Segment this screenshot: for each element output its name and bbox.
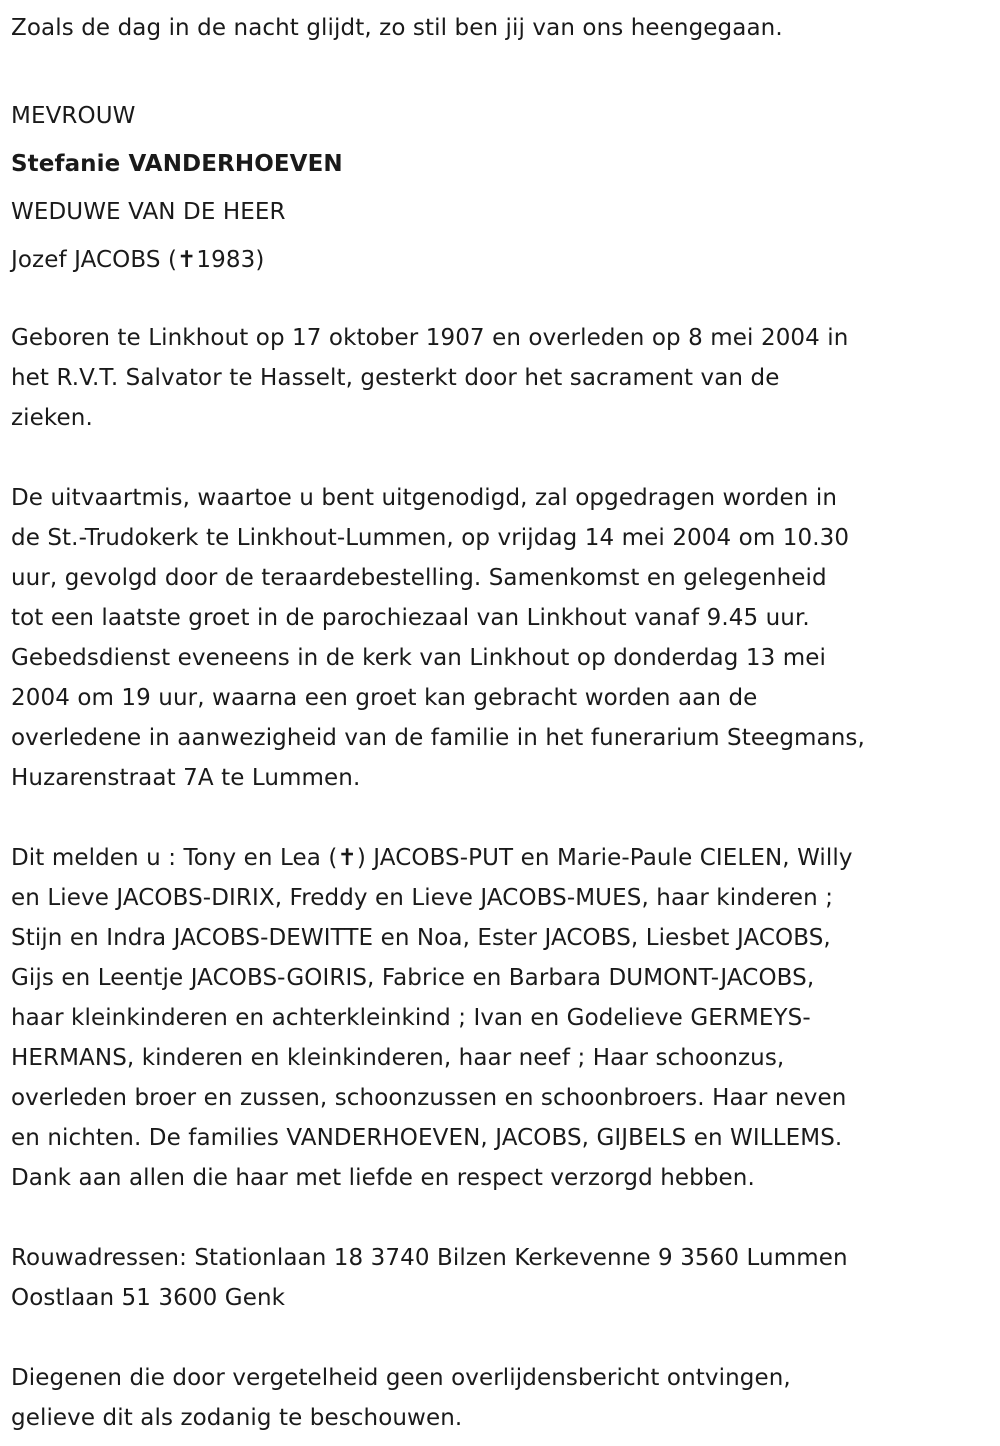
paragraph-line: haar kleinkinderen en achterkleinkind ; Ivan en Godelieve GERMEYS- — [11, 1005, 811, 1031]
funeral-paragraph — [11, 478, 991, 798]
paragraph-line: Gijs en Leentje JACOBS-GOIRIS, Fabrice en Barbara DUMONT-JACOBS, — [11, 965, 815, 991]
paragraph-line: Geboren te Linkhout op 17 oktober 1907 en overleden op 8 mei 2004 in — [11, 325, 849, 351]
paragraph-line: Diegenen die door vergetelheid geen overlijdensbericht ontvingen, — [11, 1365, 791, 1391]
paragraph-line: Dit melden u : Tony en Lea (✝) JACOBS-PUT en Marie-Paule CIELEN, Willy — [11, 845, 853, 871]
birth-death-paragraph — [11, 318, 991, 438]
paragraph-line: en Lieve JACOBS-DIRIX, Freddy en Lieve JACOBS-MUES, haar kinderen ; — [11, 885, 834, 911]
relation-line: WEDUWE VAN DE HEER — [11, 199, 286, 225]
paragraph-line: Dank aan allen die haar met liefde en respect verzorgd hebben. — [11, 1165, 755, 1191]
obituary-document — [11, 4, 991, 1438]
paragraph-line: 2004 om 19 uur, waarna een groet kan gebracht worden aan de — [11, 685, 758, 711]
addresses-paragraph — [11, 1238, 991, 1318]
spacer — [11, 1198, 991, 1238]
paragraph-line: Oostlaan 51 3600 Genk — [11, 1285, 286, 1311]
spacer — [11, 438, 991, 478]
paragraph-line: gelieve dit als zodanig te beschouwen. — [11, 1405, 463, 1431]
paragraph-line: De uitvaartmis, waartoe u bent uitgenodigd, zal opgedragen worden in — [11, 485, 837, 511]
spacer — [11, 284, 991, 318]
paragraph-line: overledene in aanwezigheid van de familie in het funerarium Steegmans, — [11, 725, 865, 751]
deceased-name: Stefanie VANDERHOEVEN — [11, 151, 343, 177]
paragraph-line: tot een laatste groet in de parochiezaal van Linkhout vanaf 9.45 uur. — [11, 605, 810, 631]
paragraph-line: Stijn en Indra JACOBS-DEWITTE en Noa, Ester JACOBS, Liesbet JACOBS, — [11, 925, 831, 951]
title-prefix: MEVROUW — [11, 103, 136, 129]
paragraph-line: zieken. — [11, 405, 93, 431]
paragraph-line: uur, gevolgd door de teraardebestelling. Samenkomst en gelegenheid — [11, 565, 827, 591]
spacer — [11, 52, 991, 92]
paragraph-line: Rouwadressen: Stationlaan 18 3740 Bilzen Kerkevenne 9 3560 Lummen — [11, 1245, 848, 1271]
paragraph-line: en nichten. De families VANDERHOEVEN, JACOBS, GIJBELS en WILLEMS. — [11, 1125, 843, 1151]
paragraph-line: het R.V.T. Salvator te Hasselt, gesterkt door het sacrament van de — [11, 365, 780, 391]
spouse-line: Jozef JACOBS (✝1983) — [11, 247, 265, 273]
paragraph-line: de St.-Trudokerk te Linkhout-Lummen, op vrijdag 14 mei 2004 om 10.30 — [11, 525, 850, 551]
paragraph-line: Gebedsdienst eveneens in de kerk van Linkhout op donderdag 13 mei — [11, 645, 826, 671]
paragraph-line: HERMANS, kinderen en kleinkinderen, haar neef ; Haar schoonzus, — [11, 1045, 785, 1071]
paragraph-line: Huzarenstraat 7A te Lummen. — [11, 765, 361, 791]
spacer — [11, 798, 991, 838]
paragraph-line: overleden broer en zussen, schoonzussen en schoonbroers. Haar neven — [11, 1085, 847, 1111]
opening-line: Zoals de dag in de nacht glijdt, zo stil ben jij van ons heengegaan. — [11, 15, 783, 41]
announcers-paragraph — [11, 838, 991, 1198]
spacer — [11, 1318, 991, 1358]
closing-paragraph — [11, 1358, 991, 1438]
